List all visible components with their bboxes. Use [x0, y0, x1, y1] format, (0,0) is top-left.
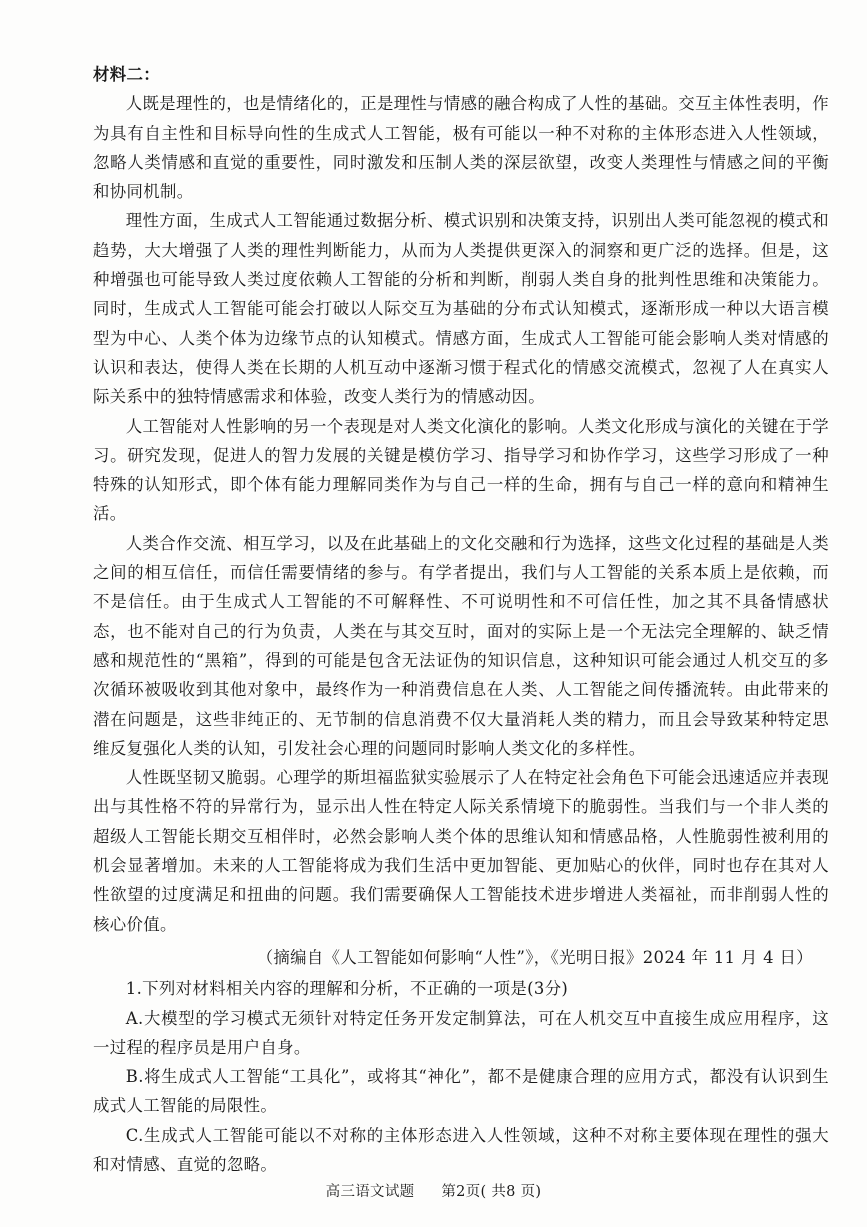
material-heading: 材料二：	[93, 65, 160, 84]
page-content	[93, 60, 829, 1179]
material-source: （摘编自《人工智能如何影响“人性”》，《光明日报》2024 年 11 月 4 日）	[256, 947, 813, 967]
material-paragraph-5: 人性既坚韧又脆弱。心理学的斯坦福监狱实验展示了人在特定社会角色下可能会迅速适应并表现出与其性格不符的异常行为，显示出人性在特定人际关系情境下的脆弱性。当我们与一个非人类的超级人工智能长期交互相伴时，必然会影响人类个体的思维认知和情感品格，人性脆弱性被利用的机会显著增加。未来的人工智能将成为我们生活中更加智能、更加贴心的伙伴，同时也存在其对人性欲望的过度满足和扭曲的问题。我们需要确保人工智能技术进步增进人类福祉，而非削弱人性的核心价值。	[93, 768, 829, 934]
footer-page-number: 第2页( 共8 页)	[441, 1184, 542, 1200]
option-a: A.大模型的学习模式无须针对特定任务开发定制算法，可在人机交互中直接生成应用程序，这一过程的程序员是用户自身。	[93, 1008, 829, 1057]
material-paragraph-1: 人既是理性的，也是情绪化的，正是理性与情感的融合构成了人性的基础。交互主体性表明，作为具有自主性和目标导向性的生成式人工智能，极有可能以一种不对称的主体形态进入人性领域，忽略人类情感和直觉的重要性，同时激发和压制人类的深层欲望，改变人类理性与情感之间的平衡和协同机制。	[93, 94, 829, 202]
material-paragraph-4: 人类合作交流、相互学习，以及在此基础上的文化交融和行为选择，这些文化过程的基础是人类之间的相互信任，而信任需要情绪的参与。有学者提出，我们与人工智能的关系本质上是依赖，而不是信任。由于生成式人工智能的不可解释性、不可说明性和不可信任性，加之其不具备情感状态，也不能对自己的行为负责，人类在与其交互时，面对的实际上是一个无法完全理解的、缺乏情感和规范性的“黑箱”，得到的可能是包含无法证伪的知识信息，这种知识可能会通过人机交互的多次循环被吸收到其他对象中，最终作为一种消费信息在人类、人工智能之间传播流转。由此带来的潜在问题是，这些非纯正的、无节制的信息消费不仅大量消耗人类的精力，而且会导致某种特定思维反复强化人类的认知，引发社会心理的问题同时影响人类文化的多样性。	[93, 533, 829, 758]
material-paragraph-3: 人工智能对人性影响的另一个表现是对人类文化演化的影响。人类文化形成与演化的关键在于学习。研究发现，促进人的智力发展的关键是模仿学习、指导学习和协作学习，这些学习形成了一种特殊的认知形式，即个体有能力理解同类作为与自己一样的生命，拥有与自己一样的意向和精神生活。	[93, 416, 829, 524]
footer-subject: 高三语文试题	[325, 1184, 415, 1200]
material-paragraph-2: 理性方面，生成式人工智能通过数据分析、模式识别和决策支持，识别出人类可能忽视的模式和趋势，大大增强了人类的理性判断能力，从而为人类提供更深入的洞察和更广泛的选择。但是，这种增强也可能导致人类过度依赖人工智能的分析和判断，削弱人类自身的批判性思维和决策能力。同时，生成式人工智能可能会打破以人际交互为基础的分布式认知模式，逐渐形成一种以大语言模型为中心、人类个体为边缘节点的认知模式。情感方面，生成式人工智能可能会影响人类对情感的认识和表达，使得人类在长期的人机互动中逐渐习惯于程式化的情感交流模式，忽视了人在真实人际关系中的独特情感需求和体验，改变人类行为的情感动因。	[93, 211, 829, 407]
option-b: B.将生成式人工智能“工具化”，或将其“神化”，都不是健康合理的应用方式，都没有认识到生成式人工智能的局限性。	[93, 1067, 829, 1116]
question-stem: 1.下列对材料相关内容的理解和分析，不正确的一项是(3分)	[125, 979, 569, 999]
option-c: C.生成式人工智能可能以不对称的主体形态进入人性领域，这种不对称主要体现在理性的强大和对情感、直觉的忽略。	[93, 1125, 829, 1174]
page-footer	[0, 1180, 867, 1201]
